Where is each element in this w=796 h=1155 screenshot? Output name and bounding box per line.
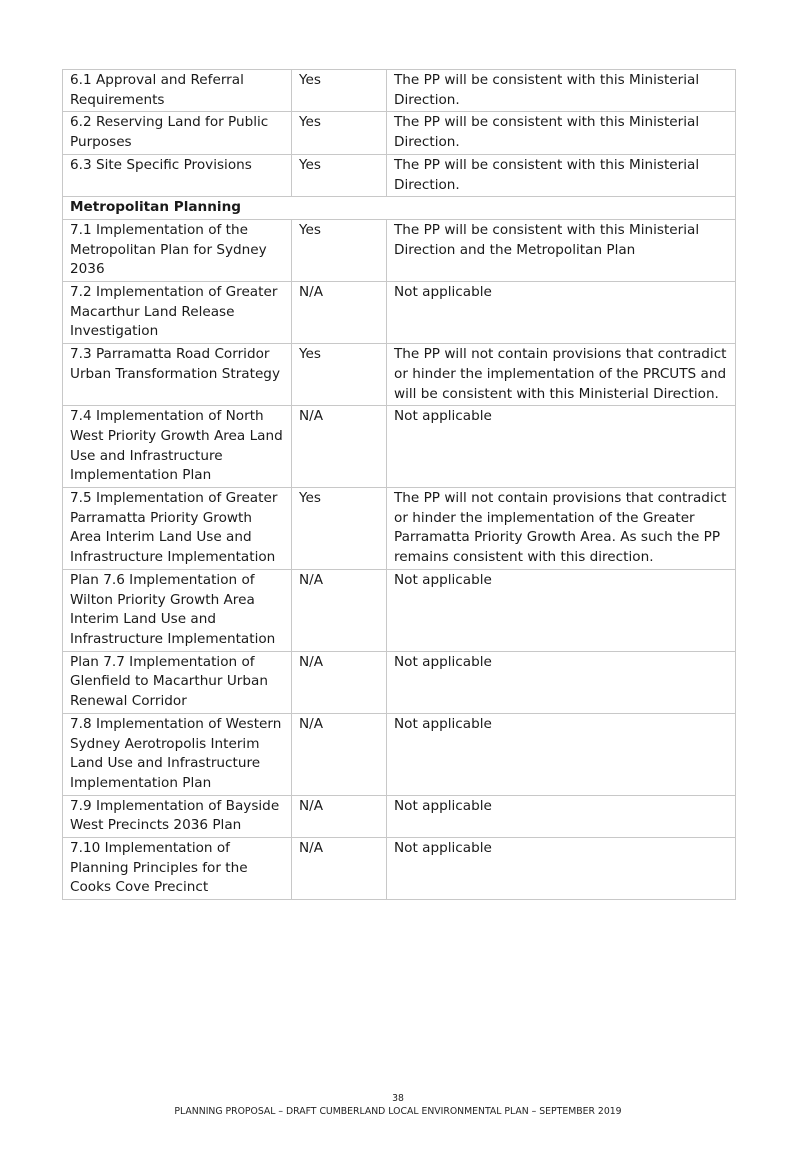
direction-cell: 7.2 Implementation of Greater Macarthur Land Release Investigation	[63, 282, 292, 344]
page-number: 38	[392, 1093, 404, 1104]
consistent-cell: Yes	[292, 344, 387, 406]
table-row	[63, 406, 736, 488]
comment-cell: Not applicable	[387, 838, 736, 900]
table-row	[63, 569, 736, 651]
comment-cell: Not applicable	[387, 713, 736, 795]
table-row	[63, 219, 736, 281]
table-row	[63, 795, 736, 837]
table-body-b	[63, 219, 736, 899]
comment-cell: Not applicable	[387, 282, 736, 344]
direction-cell: 6.2 Reserving Land for Public Purposes	[63, 112, 292, 154]
consistent-cell: N/A	[292, 282, 387, 344]
direction-cell: 6.1 Approval and Referral Requirements	[63, 70, 292, 112]
direction-cell: 7.4 Implementation of North West Priority Growth Area Land Use and Infrastructure Implementation Plan	[63, 406, 292, 488]
consistent-cell: N/A	[292, 795, 387, 837]
direction-cell: 7.1 Implementation of the Metropolitan Plan for Sydney 2036	[63, 219, 292, 281]
consistent-cell: Yes	[292, 112, 387, 154]
direction-cell: 7.10 Implementation of Planning Principles for the Cooks Cove Precinct	[63, 838, 292, 900]
section-heading-row	[63, 197, 736, 220]
consistent-cell: N/A	[292, 713, 387, 795]
comment-cell: Not applicable	[387, 795, 736, 837]
comment-cell: The PP will be consistent with this Ministerial Direction.	[387, 70, 736, 112]
direction-cell: Plan 7.7 Implementation of Glenfield to Macarthur Urban Renewal Corridor	[63, 651, 292, 713]
direction-cell: 7.9 Implementation of Bayside West Precincts 2036 Plan	[63, 795, 292, 837]
direction-cell: 7.8 Implementation of Western Sydney Aerotropolis Interim Land Use and Infrastructure Implementation Plan	[63, 713, 292, 795]
direction-cell: 7.3 Parramatta Road Corridor Urban Transformation Strategy	[63, 344, 292, 406]
table-row	[63, 344, 736, 406]
consistent-cell: Yes	[292, 154, 387, 196]
document-footer-title: PLANNING PROPOSAL – DRAFT CUMBERLAND LOCAL ENVIRONMENTAL PLAN – SEPTEMBER 2019	[174, 1106, 622, 1117]
consistent-cell: N/A	[292, 569, 387, 651]
consistent-cell: N/A	[292, 838, 387, 900]
consistent-cell: Yes	[292, 70, 387, 112]
direction-cell: 7.5 Implementation of Greater Parramatta Priority Growth Area Interim Land Use and Infrastructure Implementation	[63, 488, 292, 570]
direction-cell: Plan 7.6 Implementation of Wilton Priority Growth Area Interim Land Use and Infrastructure Implementation	[63, 569, 292, 651]
comment-cell: Not applicable	[387, 406, 736, 488]
comment-cell: The PP will not contain provisions that contradict or hinder the implementation of the PRCUTS and will be consistent with this Ministerial Direction.	[387, 344, 736, 406]
table-row	[63, 154, 736, 196]
table-row	[63, 651, 736, 713]
table-body-a	[63, 70, 736, 220]
table-row	[63, 713, 736, 795]
consistent-cell: Yes	[292, 488, 387, 570]
table-row	[63, 282, 736, 344]
section-heading: Metropolitan Planning	[63, 197, 736, 220]
comment-cell: The PP will be consistent with this Ministerial Direction.	[387, 112, 736, 154]
comment-cell: Not applicable	[387, 651, 736, 713]
consistent-cell: N/A	[292, 406, 387, 488]
comment-cell: Not applicable	[387, 569, 736, 651]
table-row	[63, 112, 736, 154]
comment-cell: The PP will not contain provisions that contradict or hinder the implementation of the Greater Parramatta Priority Growth Area. As such the PP remains consistent with this direction.	[387, 488, 736, 570]
comment-cell: The PP will be consistent with this Ministerial Direction and the Metropolitan Plan	[387, 219, 736, 281]
direction-cell: 6.3 Site Specific Provisions	[63, 154, 292, 196]
table-row	[63, 488, 736, 570]
table-row	[63, 70, 736, 112]
comment-cell: The PP will be consistent with this Ministerial Direction.	[387, 154, 736, 196]
consistent-cell: N/A	[292, 651, 387, 713]
ministerial-directions-table	[62, 69, 736, 900]
table-row	[63, 838, 736, 900]
consistent-cell: Yes	[292, 219, 387, 281]
